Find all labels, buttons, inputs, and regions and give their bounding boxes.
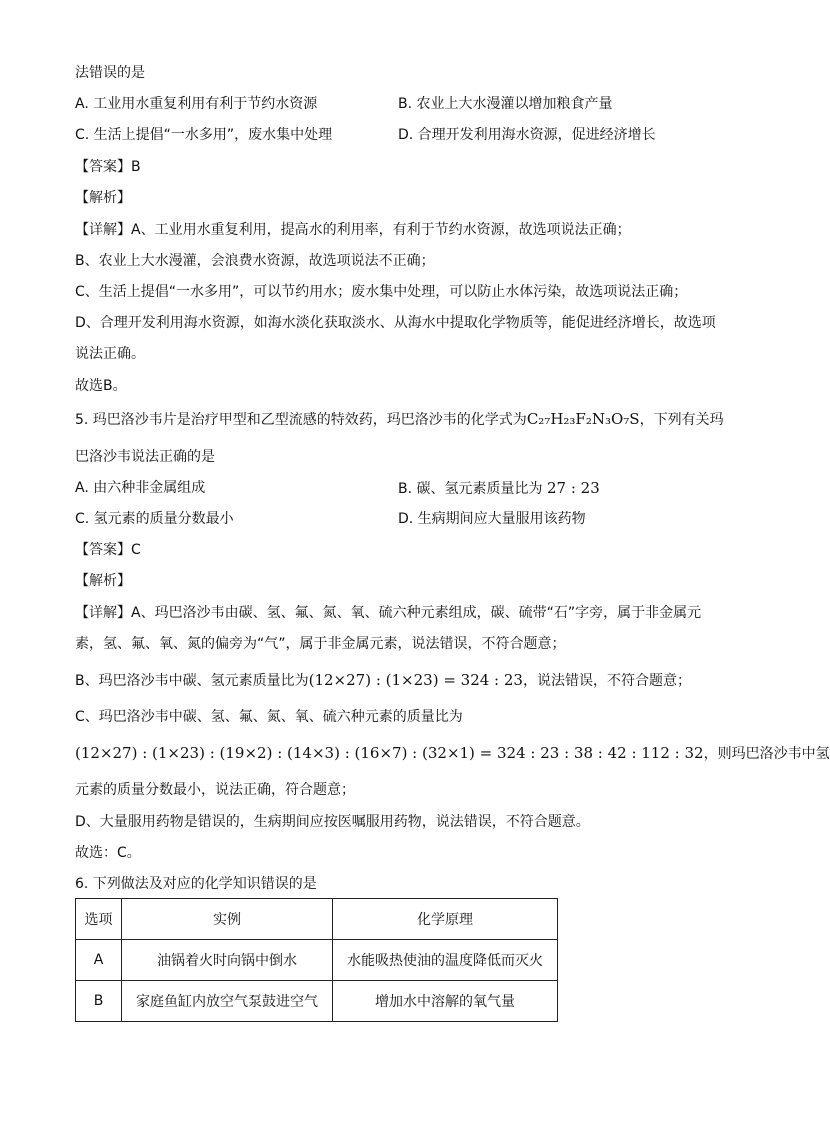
- table-header-cell: 化学原理: [333, 899, 558, 940]
- q5-mass-ratio-suffix: ，则玛巴洛沙韦中氢: [703, 746, 830, 762]
- q5-detail-b-text: B、玛巴洛沙韦中碳、氢元素质量比为: [75, 673, 309, 689]
- q5-stem-line2: 巴洛沙韦说法正确的是: [75, 449, 215, 465]
- q4-stem-tail: 法错误的是: [75, 65, 145, 81]
- q5-detail-line-ratio: [75, 743, 830, 764]
- q5-option-b-text: B. 碳、氢元素质量比为: [398, 481, 543, 497]
- q5-detail-line: D、大量服用药物是错误的，生病期间应按医嘱服用药物，说法错误，不符合题意。: [75, 814, 590, 830]
- q5-detail-line: 元素的质量分数最小，说法正确，符合题意；: [75, 782, 355, 798]
- table-cell: A: [76, 940, 122, 981]
- chemical-formula: C₂₇H₂₃F₂N₃O₇S: [526, 410, 640, 428]
- table-header-cell: 实例: [122, 899, 333, 940]
- q5-answer: 【答案】C: [75, 542, 141, 558]
- q5-stem-before: 5. 玛巴洛沙韦片是治疗甲型和乙型流感的特效药，玛巴洛沙韦的化学式为: [75, 412, 527, 428]
- q4-option-a: A. 工业用水重复利用有利于节约水资源: [75, 96, 318, 112]
- q4-detail-line: 【详解】A、工业用水重复利用，提高水的利用率，有利于节约水资源，故选项说法正确；: [75, 222, 631, 238]
- table-cell: 水能吸热使油的温度降低而灭火: [333, 940, 558, 981]
- q4-detail-line: 说法正确。: [75, 346, 145, 362]
- q5-detail-b-suffix: ，说法错误，不符合题意；: [522, 673, 691, 689]
- table-header-cell: 选项: [76, 899, 122, 940]
- q5-stem: [75, 409, 724, 430]
- q4-analysis-label: 【解析】: [75, 190, 131, 206]
- q5-stem-after: ，下列有关玛: [639, 412, 724, 428]
- q5-option-d: D. 生病期间应大量服用该药物: [398, 511, 586, 527]
- q5-option-a: A. 由六种非金属组成: [75, 480, 206, 496]
- q4-answer: 【答案】B: [75, 159, 141, 175]
- q5-detail-line: 故选：C。: [75, 845, 141, 861]
- q4-option-b: B. 农业上大水漫灌以增加粮食产量: [398, 96, 613, 112]
- table-cell: 家庭鱼缸内放空气泵鼓进空气: [122, 981, 333, 1022]
- q4-detail-line: D、合理开发利用海水资源，如海水淡化获取淡水、从海水中提取化学物质等，能促进经济增长，故选项: [75, 315, 716, 331]
- q6-table: [75, 898, 558, 1022]
- table-cell: B: [76, 981, 122, 1022]
- q4-detail-line: B、农业上大水漫灌，会浪费水资源，故选项说法不正确；: [75, 253, 435, 269]
- q4-detail-line: 故选B。: [75, 378, 127, 394]
- q6-stem: 6. 下列做法及对应的化学知识错误的是: [75, 876, 317, 892]
- q5-detail-b-equation: (12×27) : (1×23) = 324 : 23: [308, 671, 523, 689]
- q4-option-d: D. 合理开发利用海水资源，促进经济增长: [398, 127, 656, 143]
- q4-detail-line: C、生活上提倡“一水多用”，可以节约用水；废水集中处理，可以防止水体污染，故选项说法正确；: [75, 284, 688, 300]
- q4-option-c: C. 生活上提倡“一水多用”，废水集中处理: [75, 127, 333, 143]
- q5-detail-line: 【详解】A、玛巴洛沙韦由碳、氢、氟、氮、氧、硫六种元素组成，碳、硫带“石”字旁，属于非金属元: [75, 605, 702, 621]
- q5-detail-line: C、玛巴洛沙韦中碳、氢、氟、氮、氧、硫六种元素的质量比为: [75, 709, 463, 725]
- q5-option-c: C. 氢元素的质量分数最小: [75, 511, 234, 527]
- q5-detail-line: 素，氢、氟、氧、氮的偏旁为“气”，属于非金属元素，说法错误，不符合题意；: [75, 636, 566, 652]
- table-cell: 油锅着火时向锅中倒水: [122, 940, 333, 981]
- q5-option-b-ratio: 27 : 23: [546, 479, 600, 497]
- q5-option-b: [398, 478, 600, 499]
- table-header-row: [76, 899, 558, 940]
- table-row: [76, 940, 558, 981]
- table-row: [76, 981, 558, 1022]
- q5-mass-ratio-equation: (12×27) : (1×23) : (19×2) : (14×3) : (16×7) : (32×1) = 324 : 23 : 38 : 42 : 112 : 32: [75, 744, 704, 762]
- q5-analysis-label: 【解析】: [75, 573, 131, 589]
- q5-detail-line-b: [75, 670, 691, 691]
- table-cell: 增加水中溶解的氧气量: [333, 981, 558, 1022]
